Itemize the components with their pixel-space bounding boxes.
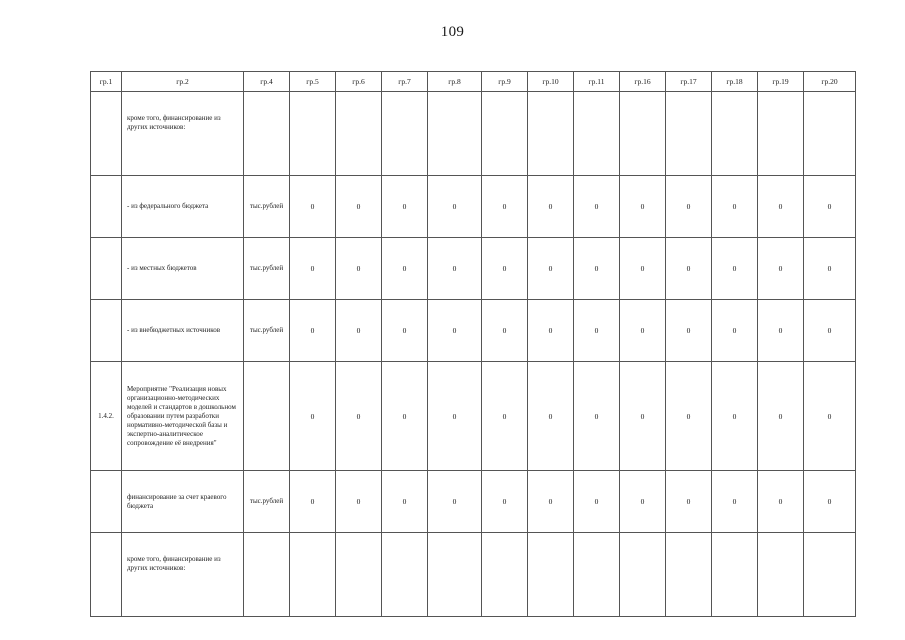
cell-value	[336, 533, 382, 617]
row-unit	[244, 362, 290, 471]
cell-value	[382, 92, 428, 176]
cell-value: 0	[428, 300, 482, 362]
table-row	[91, 471, 856, 533]
cell-value: 0	[528, 176, 574, 238]
cell-value: 0	[666, 300, 712, 362]
cell-value: 0	[336, 362, 382, 471]
cell-value	[428, 533, 482, 617]
cell-value	[528, 92, 574, 176]
cell-value: 0	[758, 362, 804, 471]
cell-value	[666, 92, 712, 176]
cell-value	[712, 92, 758, 176]
row-description: Мероприятие "Реализация новых организационно-методических моделей и стандартов в дошкольном образовании путем разработки нормативно-методической базы и экспертно-аналитическое сопровождение её внедрения"	[122, 362, 244, 471]
cell-value: 0	[528, 300, 574, 362]
cell-value: 0	[712, 362, 758, 471]
table-row	[91, 362, 856, 471]
column-header: гр.10	[528, 72, 574, 92]
cell-value: 0	[482, 238, 528, 300]
cell-value: 0	[712, 300, 758, 362]
cell-value: 0	[666, 471, 712, 533]
cell-value	[574, 533, 620, 617]
row-code: 1.4.2.	[91, 362, 122, 471]
row-description: - из федерального бюджета	[122, 176, 244, 238]
cell-value: 0	[336, 238, 382, 300]
table-row	[91, 238, 856, 300]
column-header: гр.16	[620, 72, 666, 92]
column-header: гр.6	[336, 72, 382, 92]
cell-value: 0	[290, 300, 336, 362]
row-code	[91, 92, 122, 176]
cell-value	[712, 533, 758, 617]
cell-value	[758, 92, 804, 176]
cell-value: 0	[758, 300, 804, 362]
cell-value	[758, 533, 804, 617]
table-row	[91, 92, 856, 176]
cell-value: 0	[528, 362, 574, 471]
cell-value: 0	[804, 362, 856, 471]
column-header: гр.11	[574, 72, 620, 92]
cell-value: 0	[666, 362, 712, 471]
cell-value: 0	[382, 362, 428, 471]
finance-table	[90, 71, 856, 617]
table-row	[91, 176, 856, 238]
cell-value: 0	[574, 362, 620, 471]
cell-value: 0	[666, 176, 712, 238]
cell-value	[382, 533, 428, 617]
cell-value: 0	[758, 176, 804, 238]
row-code	[91, 533, 122, 617]
column-header: гр.18	[712, 72, 758, 92]
row-description: финансирование за счет краевого бюджета	[122, 471, 244, 533]
cell-value: 0	[382, 238, 428, 300]
table-row	[91, 533, 856, 617]
cell-value: 0	[620, 176, 666, 238]
cell-value: 0	[528, 471, 574, 533]
row-description: - из местных бюджетов	[122, 238, 244, 300]
cell-value: 0	[290, 362, 336, 471]
cell-value: 0	[712, 471, 758, 533]
cell-value: 0	[620, 238, 666, 300]
cell-value: 0	[528, 238, 574, 300]
cell-value: 0	[574, 238, 620, 300]
row-unit: тыс.рублей	[244, 176, 290, 238]
cell-value: 0	[804, 471, 856, 533]
cell-value: 0	[620, 362, 666, 471]
column-header: гр.8	[428, 72, 482, 92]
cell-value: 0	[804, 238, 856, 300]
column-header: гр.9	[482, 72, 528, 92]
cell-value: 0	[758, 238, 804, 300]
cell-value	[428, 92, 482, 176]
column-header: гр.17	[666, 72, 712, 92]
cell-value: 0	[290, 471, 336, 533]
table-row	[91, 300, 856, 362]
column-header: гр.5	[290, 72, 336, 92]
cell-value: 0	[758, 471, 804, 533]
cell-value: 0	[620, 471, 666, 533]
cell-value: 0	[574, 176, 620, 238]
cell-value: 0	[712, 176, 758, 238]
cell-value: 0	[620, 300, 666, 362]
cell-value: 0	[290, 176, 336, 238]
cell-value	[290, 533, 336, 617]
row-description: кроме того, финансирование из других источников:	[122, 533, 244, 617]
cell-value: 0	[428, 471, 482, 533]
cell-value: 0	[574, 300, 620, 362]
row-unit: тыс.рублей	[244, 300, 290, 362]
row-code	[91, 238, 122, 300]
header-row	[91, 72, 856, 92]
cell-value: 0	[382, 300, 428, 362]
cell-value: 0	[804, 176, 856, 238]
column-header: гр.7	[382, 72, 428, 92]
row-unit: тыс.рублей	[244, 471, 290, 533]
row-description: кроме того, финансирование из других источников:	[122, 92, 244, 176]
cell-value: 0	[428, 238, 482, 300]
row-code	[91, 176, 122, 238]
cell-value: 0	[382, 176, 428, 238]
cell-value	[482, 533, 528, 617]
cell-value: 0	[482, 471, 528, 533]
cell-value	[804, 533, 856, 617]
cell-value	[620, 533, 666, 617]
cell-value: 0	[382, 471, 428, 533]
column-header: гр.19	[758, 72, 804, 92]
row-unit	[244, 92, 290, 176]
cell-value: 0	[574, 471, 620, 533]
cell-value	[666, 533, 712, 617]
row-unit	[244, 533, 290, 617]
column-header: гр.20	[804, 72, 856, 92]
cell-value: 0	[482, 362, 528, 471]
cell-value	[290, 92, 336, 176]
cell-value: 0	[428, 176, 482, 238]
cell-value	[336, 92, 382, 176]
cell-value	[528, 533, 574, 617]
cell-value	[620, 92, 666, 176]
column-header: гр.4	[244, 72, 290, 92]
cell-value: 0	[804, 300, 856, 362]
row-code	[91, 300, 122, 362]
column-header: гр.2	[122, 72, 244, 92]
cell-value: 0	[482, 176, 528, 238]
cell-value: 0	[336, 471, 382, 533]
row-unit: тыс.рублей	[244, 238, 290, 300]
cell-value: 0	[712, 238, 758, 300]
cell-value: 0	[290, 238, 336, 300]
cell-value: 0	[482, 300, 528, 362]
cell-value: 0	[336, 300, 382, 362]
column-header: гр.1	[91, 72, 122, 92]
cell-value: 0	[666, 238, 712, 300]
cell-value: 0	[428, 362, 482, 471]
page-number: 109	[440, 24, 465, 40]
row-description: - из внебюджетных источников	[122, 300, 244, 362]
cell-value	[482, 92, 528, 176]
cell-value	[574, 92, 620, 176]
row-code	[91, 471, 122, 533]
cell-value: 0	[336, 176, 382, 238]
cell-value	[804, 92, 856, 176]
